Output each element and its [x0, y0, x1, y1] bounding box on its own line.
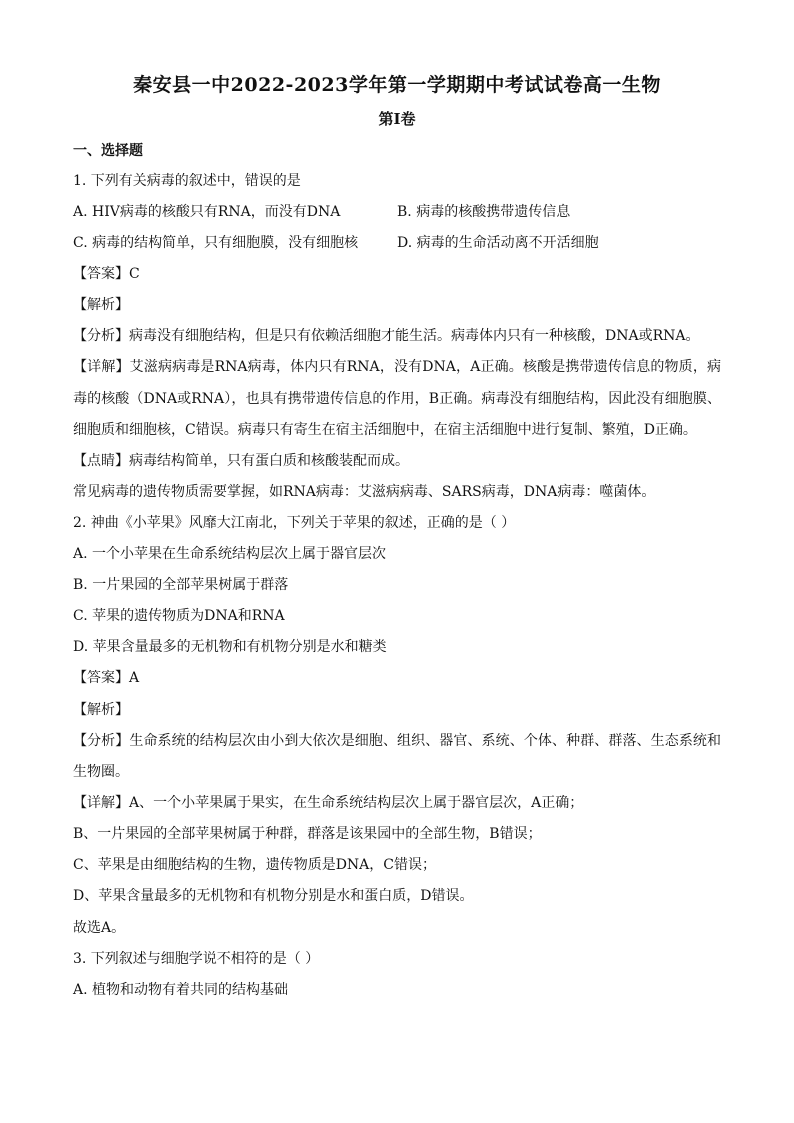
q2-xiangjie-line3: C、苹果是由细胞结构的生物，遗传物质是DNA，C错误；: [73, 857, 437, 873]
q2-option-a: A. 一个小苹果在生命系统结构层次上属于器官层次: [73, 546, 387, 562]
q1-stem: 1. 下列有关病毒的叙述中，错误的是: [73, 173, 301, 189]
q2-option-d: D. 苹果含量最多的无机物和有机物分别是水和糖类: [73, 639, 387, 655]
q1-option-d: D. 病毒的生命活动离不开活细胞: [397, 235, 599, 251]
section-heading: 一、选择题: [73, 143, 143, 159]
q1-xiangjie-line1: 【详解】艾滋病病毒是RNA病毒，体内只有RNA，没有DNA，A正确。核酸是携带遗传信息的物质，病: [73, 359, 721, 375]
q1-note: 常见病毒的遗传物质需要掌握，如RNA病毒：艾滋病病毒、SARS病毒，DNA病毒：噬菌体。: [73, 484, 656, 500]
q1-xiangjie-line3: 细胞质和细胞核，C错误。病毒只有寄生在宿主活细胞中，在宿主活细胞中进行复制、繁殖，D正确。: [73, 422, 697, 438]
q1-option-b: B. 病毒的核酸携带遗传信息: [397, 204, 571, 220]
q1-analysis-label: 【解析】: [73, 297, 129, 313]
q2-stem: 2. 神曲《小苹果》风靡大江南北，下列关于苹果的叙述，正确的是（ ）: [73, 515, 516, 531]
q3-stem: 3. 下列叙述与细胞学说不相符的是（ ）: [73, 951, 320, 967]
q2-option-c: C. 苹果的遗传物质为DNA和RNA: [73, 608, 285, 624]
q2-xiangjie-line4: D、苹果含量最多的无机物和有机物分别是水和蛋白质，D错误。: [73, 888, 474, 904]
q2-conclusion: 故选A。: [73, 920, 126, 936]
q2-fenxi-line2: 生物圈。: [73, 764, 129, 780]
q2-answer: 【答案】A: [73, 670, 140, 686]
q1-dianjing: 【点睛】病毒结构简单，只有蛋白质和核酸装配而成。: [73, 453, 409, 469]
q1-answer: 【答案】C: [73, 266, 140, 282]
q2-analysis-label: 【解析】: [73, 702, 129, 718]
q1-option-a: A. HIV病毒的核酸只有RNA，而没有DNA: [73, 204, 341, 220]
q3-option-a: A. 植物和动物有着共同的结构基础: [73, 982, 289, 998]
q2-fenxi-line1: 【分析】生命系统的结构层次由小到大依次是细胞、组织、器官、系统、个体、种群、群落、生态系统和: [73, 733, 721, 749]
q2-xiangjie-line1: 【详解】A、一个小苹果属于果实，在生命系统结构层次上属于器官层次，A正确；: [73, 795, 584, 811]
q1-xiangjie-line2: 毒的核酸（DNA或RNA），也具有携带遗传信息的作用，B正确。病毒没有细胞结构，因此没有细胞膜、: [73, 391, 721, 407]
page-subtitle: 第I卷: [378, 110, 416, 128]
q1-option-c: C. 病毒的结构简单，只有细胞膜，没有细胞核: [73, 235, 359, 251]
q1-fenxi: 【分析】病毒没有细胞结构，但是只有依赖活细胞才能生活。病毒体内只有一种核酸，DNA或RNA。: [73, 328, 700, 344]
q2-option-b: B. 一片果园的全部苹果树属于群落: [73, 577, 289, 593]
q2-xiangjie-line2: B、一片果园的全部苹果树属于种群，群落是该果园中的全部生物，B错误；: [73, 826, 542, 842]
page-title: 秦安县一中2022-2023学年第一学期期中考试试卷高一生物: [133, 74, 661, 96]
